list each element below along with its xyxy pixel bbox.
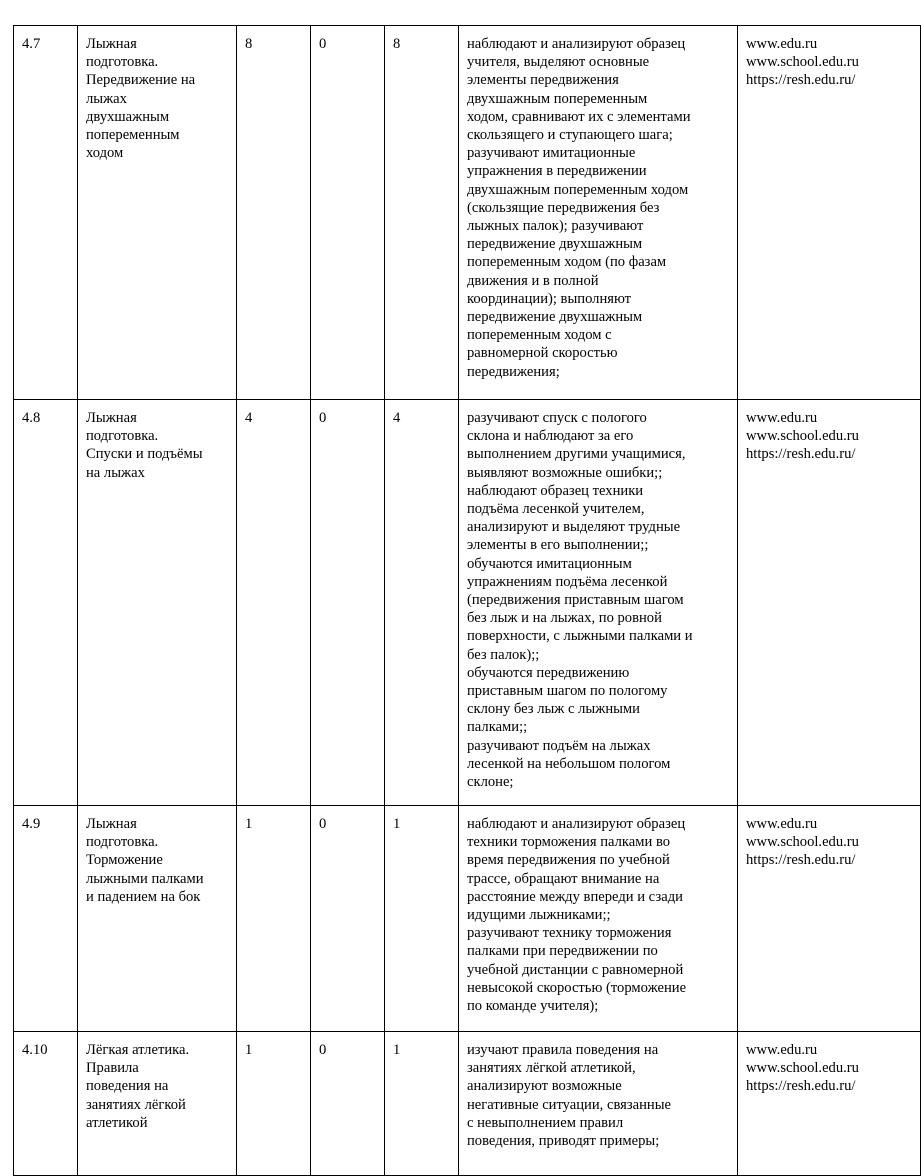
topic-line: Спуски и подъёмы — [86, 446, 203, 463]
lesson-number-cell: 4.8 — [14, 400, 78, 806]
activity-line: передвижение двухшажным — [467, 309, 643, 326]
lesson-number-cell: 4.7 — [14, 26, 78, 400]
activity-line: попеременным ходом с — [467, 327, 612, 344]
topic-line: Лыжная — [86, 410, 137, 426]
activity-line: расстояние между впереди и сзади — [467, 888, 683, 905]
activity-line: двухшажным попеременным ходом — [467, 181, 689, 198]
topic-line: Лыжная — [86, 816, 137, 832]
resources-cell — [738, 26, 921, 400]
topic-line: на лыжах — [86, 464, 145, 481]
topic-line: лыжными палками — [86, 870, 204, 887]
topic-line: поведения на — [86, 1078, 169, 1095]
hours-practice-cell: 1 — [385, 806, 459, 1032]
activities-cell — [459, 400, 738, 806]
activity-line: ходом, сравнивают их с элементами — [467, 108, 691, 125]
activity-line: склона и наблюдают за его — [467, 428, 634, 445]
lesson-number-cell: 4.10 — [14, 1032, 78, 1176]
resource-link[interactable]: https://resh.edu.ru/ — [746, 852, 856, 869]
resource-link[interactable]: www.edu.ru — [746, 1042, 818, 1058]
curriculum-table — [13, 25, 921, 1176]
topic-cell — [78, 26, 237, 400]
activity-line: без лыж и на лыжах, по ровной — [467, 610, 662, 627]
activity-line: учебной дистанции с равномерной — [467, 961, 684, 978]
activity-line: упражнения в передвижении — [467, 163, 647, 180]
topic-line: лыжах — [86, 90, 127, 107]
resource-link[interactable]: www.school.edu.ru — [746, 54, 859, 71]
hours-total-cell: 1 — [237, 1032, 311, 1176]
activity-line: разучивают подъём на лыжах — [467, 737, 651, 754]
resource-link[interactable]: www.school.edu.ru — [746, 834, 859, 851]
activities-cell — [459, 26, 738, 400]
hours-practice-cell: 4 — [385, 400, 459, 806]
activity-line: без палок);; — [467, 646, 540, 663]
activity-line: передвижение двухшажным — [467, 236, 643, 253]
activity-line: по команде учителя); — [467, 998, 599, 1015]
resource-link[interactable]: www.edu.ru — [746, 410, 818, 426]
activity-line: с невыполнением правил — [467, 1114, 624, 1131]
topic-line: подготовка. — [86, 428, 159, 445]
activity-line: передвижения; — [467, 363, 560, 380]
activity-line: анализируют возможные — [467, 1078, 622, 1095]
topic-line: подготовка. — [86, 54, 159, 71]
lesson-number-cell: 4.9 — [14, 806, 78, 1032]
activity-line: равномерной скоростью — [467, 345, 618, 362]
topic-line: подготовка. — [86, 834, 159, 851]
activities-cell — [459, 806, 738, 1032]
hours-control-cell: 0 — [311, 1032, 385, 1176]
activity-line: обучаются передвижению — [467, 664, 630, 681]
hours-total-cell: 1 — [237, 806, 311, 1032]
activity-line: трассе, обращают внимание на — [467, 870, 660, 887]
activity-line: наблюдают и анализируют образец — [467, 816, 686, 832]
activity-line: лыжных палок); разучивают — [467, 218, 644, 235]
activity-line: склоне; — [467, 774, 514, 791]
activity-line: лесенкой на небольшом пологом — [467, 755, 671, 772]
topic-line: ходом — [86, 145, 124, 162]
activity-line: координации); выполняют — [467, 290, 632, 307]
topic-cell — [78, 806, 237, 1032]
activity-line: приставным шагом по пологому — [467, 683, 668, 700]
topic-line: и падением на бок — [86, 888, 201, 905]
topic-line: попеременным — [86, 127, 180, 144]
activity-line: палками;; — [467, 719, 528, 736]
topic-line: атлетикой — [86, 1114, 148, 1131]
hours-control-cell: 0 — [311, 400, 385, 806]
hours-total-cell: 4 — [237, 400, 311, 806]
activity-line: занятиях лёгкой атлетикой, — [467, 1060, 636, 1077]
activity-line: склону без лыж с лыжными — [467, 701, 640, 718]
activity-line: (передвижения приставным шагом — [467, 592, 684, 609]
activity-line: изучают правила поведения на — [467, 1042, 659, 1058]
resource-link[interactable]: https://resh.edu.ru/ — [746, 72, 856, 89]
topic-cell — [78, 400, 237, 806]
activity-line: поведения, приводят примеры; — [467, 1133, 660, 1150]
activity-line: разучивают технику торможения — [467, 925, 672, 942]
activity-line: разучивают имитационные — [467, 145, 636, 162]
topic-line: Лёгкая атлетика. — [86, 1042, 190, 1058]
activity-line: невысокой скоростью (торможение — [467, 979, 687, 996]
activity-line: попеременным ходом (по фазам — [467, 254, 667, 271]
resource-link[interactable]: www.edu.ru — [746, 36, 818, 52]
activity-line: движения и в полной — [467, 272, 599, 289]
resources-cell — [738, 400, 921, 806]
topic-line: Лыжная — [86, 36, 137, 52]
topic-line: Передвижение на — [86, 72, 196, 89]
resource-link[interactable]: www.edu.ru — [746, 816, 818, 832]
resource-link[interactable]: www.school.edu.ru — [746, 1060, 859, 1077]
activity-line: упражнениям подъёма лесенкой — [467, 573, 668, 590]
topic-line: Торможение — [86, 852, 163, 869]
hours-practice-cell: 8 — [385, 26, 459, 400]
activity-line: идущими лыжниками;; — [467, 907, 611, 924]
table-row — [14, 806, 921, 1032]
hours-control-cell: 0 — [311, 26, 385, 400]
activities-cell — [459, 1032, 738, 1176]
activity-line: негативные ситуации, связанные — [467, 1096, 672, 1113]
topic-line: занятиях лёгкой — [86, 1096, 186, 1113]
resource-link[interactable]: https://resh.edu.ru/ — [746, 1078, 856, 1095]
resources-cell — [738, 806, 921, 1032]
resource-link[interactable]: www.school.edu.ru — [746, 428, 859, 445]
activity-line: (скользящие передвижения без — [467, 199, 660, 216]
activity-line: выявляют возможные ошибки;; — [467, 464, 663, 481]
activity-line: анализируют и выделяют трудные — [467, 519, 681, 536]
resource-link[interactable]: https://resh.edu.ru/ — [746, 446, 856, 463]
resources-cell — [738, 1032, 921, 1176]
topic-cell — [78, 1032, 237, 1176]
activity-line: учителя, выделяют основные — [467, 54, 650, 71]
activity-line: поверхности, с лыжными палками и — [467, 628, 693, 645]
hours-control-cell: 0 — [311, 806, 385, 1032]
activity-line: наблюдают образец техники — [467, 482, 644, 499]
activity-line: выполнением другими учащимися, — [467, 446, 686, 463]
topic-line: Правила — [86, 1060, 139, 1077]
activity-line: разучивают спуск с пологого — [467, 410, 647, 426]
activity-line: подъёма лесенкой учителем, — [467, 501, 645, 518]
activity-line: скользящего и ступающего шага; — [467, 127, 673, 144]
hours-practice-cell: 1 — [385, 1032, 459, 1176]
activity-line: двухшажным попеременным — [467, 90, 648, 107]
curriculum-table-body — [14, 26, 921, 1176]
activity-line: элементы в его выполнении;; — [467, 537, 649, 554]
table-row — [14, 1032, 921, 1176]
activity-line: обучаются имитационным — [467, 555, 632, 572]
activity-line: элементы передвижения — [467, 72, 619, 89]
table-row — [14, 26, 921, 400]
activity-line: наблюдают и анализируют образец — [467, 36, 686, 52]
activity-line: техники торможения палками во — [467, 834, 671, 851]
activity-line: время передвижения по учебной — [467, 852, 670, 869]
activity-line: палками при передвижении по — [467, 943, 658, 960]
topic-line: двухшажным — [86, 108, 170, 125]
table-row — [14, 400, 921, 806]
hours-total-cell: 8 — [237, 26, 311, 400]
